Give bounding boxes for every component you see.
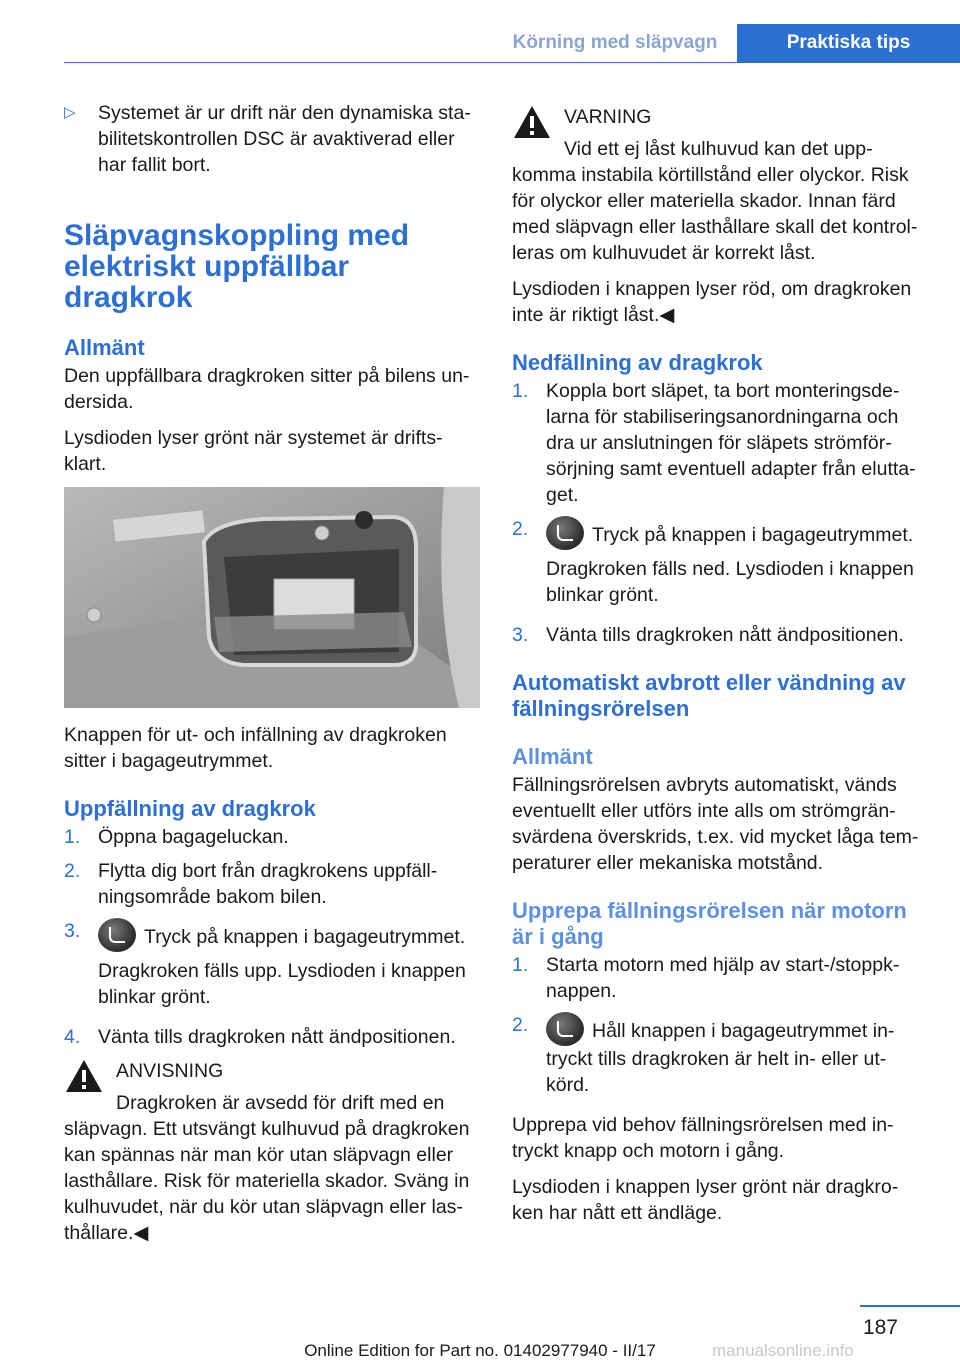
subheading-uppfallning: Uppfällning av dragkrok [64,796,316,821]
list-item [64,824,478,850]
paragraph: Lysdioden i knappen lyser röd, om dragkroken inte är riktigt låst.◀ [512,278,912,326]
list-item [64,858,478,910]
step-number: 1. [64,826,81,848]
list-item [512,516,926,614]
towbar-button-icon [546,1012,584,1046]
step-text: Håll knappen i bagageutrymmet in‐tryckt tills dragkroken är helt in- eller ut‐körd. [546,1020,895,1096]
watermark: manualsonline.info [712,1341,854,1360]
warning-triangle-icon [64,1058,104,1094]
step-subtext: Dragkroken fälls upp. Lysdioden i knappen blinkar grönt. [98,960,466,1008]
list-item [512,952,926,1004]
warning-triangle-icon [512,104,552,140]
step-text: Flytta dig bort från dragkrokens uppfäll‐ningsområde bakom bilen. [98,860,438,908]
warning-first-line: Vid ett ej låst kulhuvud kan det upp‐ [564,138,873,160]
subheading-allmant: Allmänt [64,335,145,360]
step-text: Vänta tills dragkroken nått ändpositionen. [546,624,904,646]
paragraph: Den uppfällbara dragkroken sitter på bilens un‐dersida. [64,365,470,413]
tab-praktiska-tips[interactable]: Praktiska tips [737,24,960,62]
warning-box [512,104,926,266]
bullet-text: Systemet är ur drift när den dynamiska sta‐bilitetskontrollen DSC är avaktiverad eller har fallit bort. [98,102,471,176]
bullet-item [64,100,478,178]
step-number: 3. [64,920,81,942]
right-column [512,100,926,1236]
step-text: Starta motorn med hjälp av start-/stoppk‐nappen. [546,954,900,1002]
section-title: Släpvagnskoppling med elektriskt uppfällbar dragkrok [64,219,410,314]
subheading-automatiskt: Automatiskt avbrott eller vändning av fällningsrörelsen [512,670,906,721]
header-rule [64,62,960,63]
list-item [64,1024,478,1050]
notice-title: ANVISNING [116,1060,224,1082]
step-number: 2. [512,1014,529,1036]
step-number: 4. [64,1026,81,1048]
paragraph: Upprepa vid behov fällningsrörelsen med in‐tryckt knapp och motorn i gång. [512,1114,894,1162]
trunk-photo [64,487,480,708]
notice-box [64,1058,478,1246]
list-item [512,378,926,508]
step-text: Tryck på knappen i bagageutrymmet. [144,926,466,948]
list-item [512,1012,926,1104]
paragraph: Lysdioden lyser grönt när systemet är drifts‐klart. [64,427,443,475]
page-number: 187 [862,1316,898,1339]
triangle-bullet-icon: ▷ [64,104,76,121]
notice-first-line: Dragkroken är avsedd för drift med en [116,1092,445,1114]
towbar-button-icon [98,918,136,952]
towbar-button-icon [546,516,584,550]
paragraph: Lysdioden i knappen lyser grönt när dragkro‐ken har nått ett ändläge. [512,1176,899,1224]
step-text: Koppla bort släpet, ta bort monteringsde‐larna för stabiliseringsanordningarna och dra ur anslutningen för släpets strömför‐sörjning samt eventuell adapter från elutta‐get. [546,380,916,506]
step-subtext: Dragkroken fälls ned. Lysdioden i knappen blinkar grönt. [546,558,914,606]
step-text: Tryck på knappen i bagageutrymmet. [592,524,914,546]
subheading-upprepa: Upprepa fällningsrörelsen när motorn är i gång [512,898,907,949]
list-item [64,918,478,1016]
tab-korning-med-slapvagn[interactable]: Körning med släpvagn [512,32,718,53]
subheading-nedfallning: Nedfällning av dragkrok [512,350,763,375]
notice-text: släpvagn. Ett utsvängt kulhuvud på dragkroken kan spännas när man kör utan släpvagn eller lasthållare. Risk för materiella skador. Sväng in kulhuvudet, när du kör utan släpvagn eller las‐thållare.◀ [64,1118,470,1244]
left-column [64,100,478,1256]
list-item [512,622,926,648]
warning-text: komma instabila körtillstånd eller olyckor. Risk för olyckor eller materiella skador. Innan färd med släpvagn eller lasthållare skall det kontrol‐leras om kulhuvudet är korrekt låst. [512,164,918,264]
step-number: 2. [64,860,81,882]
step-text: Öppna bagageluckan. [98,826,289,848]
paragraph: Fällningsrörelsen avbryts automatiskt, vänds eventuellt eller utförs inte alls om strömgrän‐svärdena överskrids, t.ex. vid mycket låga tem‐peraturer eller mekaniska motstånd. [512,774,919,874]
footer-rule [860,1305,960,1307]
step-number: 3. [512,624,529,646]
step-text: Vänta tills dragkroken nått ändpositionen. [98,1026,456,1048]
photo-caption: Knappen för ut- och infällning av dragkroken sitter i bagageutrymmet. [64,724,447,772]
warning-title: VARNING [564,106,652,128]
edition-text: Online Edition for Part no. 01402977940 - II/17 [304,1341,656,1360]
step-number: 1. [512,954,529,976]
subheading-allmant: Allmänt [512,744,593,769]
step-number: 2. [512,518,529,540]
step-number: 1. [512,380,529,402]
